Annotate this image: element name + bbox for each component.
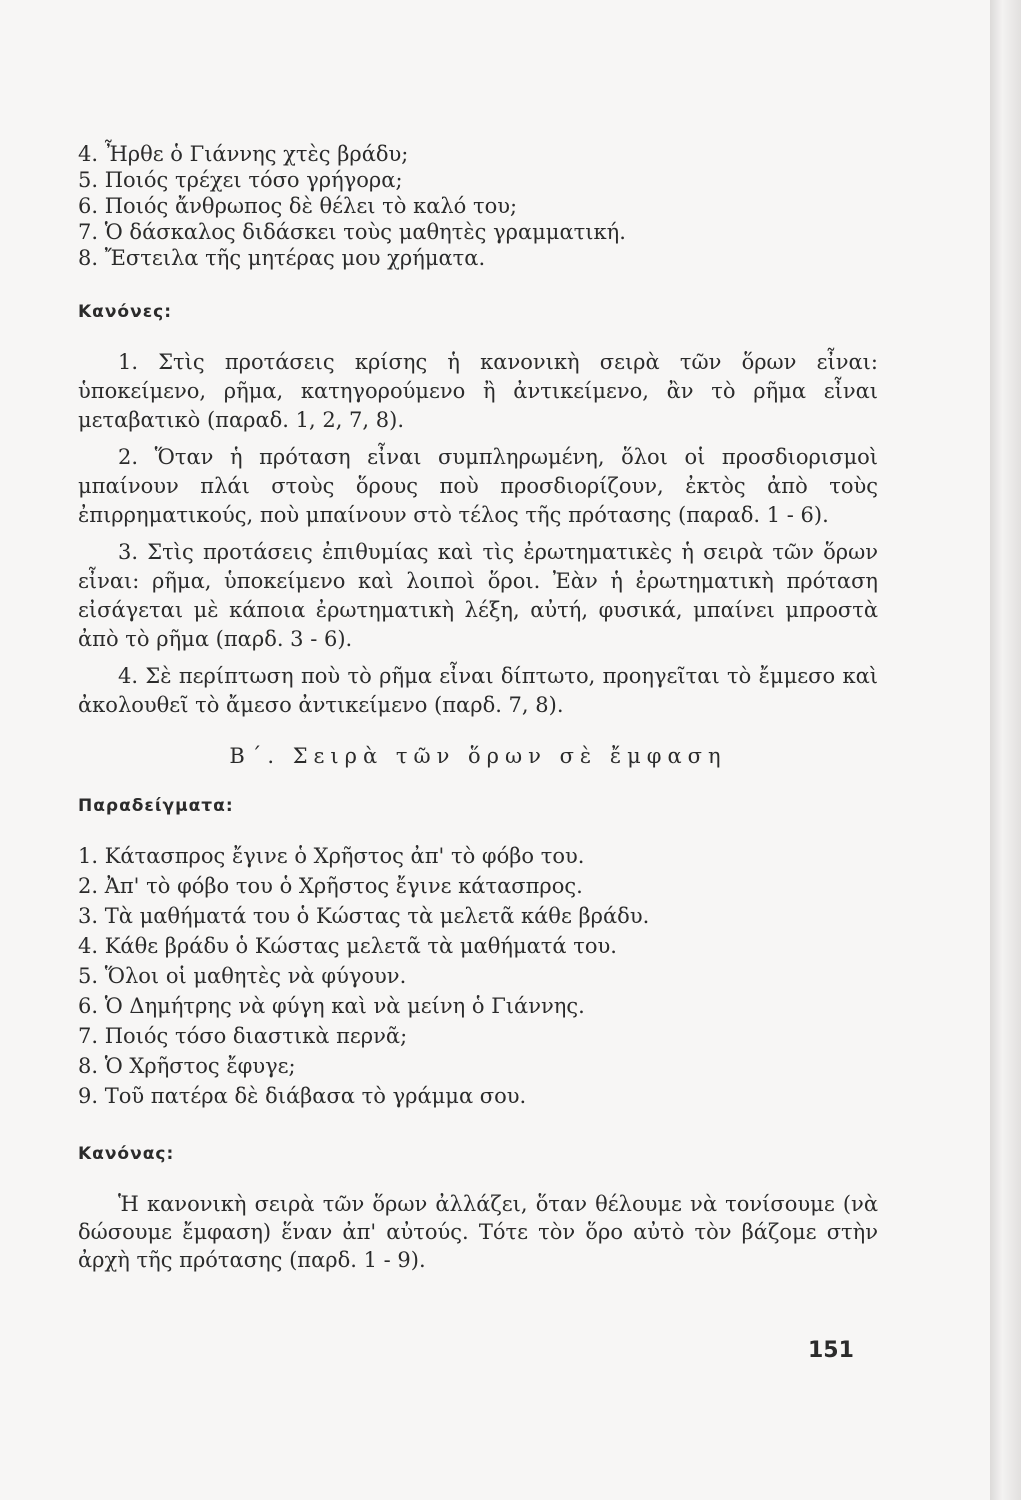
rule-paragraph: 2. Ὅταν ἡ πρόταση εἶναι συμπληρωμένη, ὅλοι οἱ προσδιορισμοὶ μπαίνουν πλάι στοὺς ὅρους ποὺ προσδιορίζουν, ἐκτὸς ἀπὸ τοὺς ἐπιρρηματικούς, ποὺ μπαίνουν στὸ τέλος τῆς πρότασης (παραδ. 1 - 6). — [78, 445, 878, 527]
rule-paragraph: 4. Σὲ περίπτωση ποὺ τὸ ρῆμα εἶναι δίπτωτο, προηγεῖται τὸ ἔμμεσο καὶ ἀκολουθεῖ τὸ ἄμεσο ἀντικείμενο (παρδ. 7, 8). — [78, 664, 878, 717]
page-content — [78, 140, 878, 1274]
list-item: 1. Κάτασπρος ἔγινε ὁ Χρῆστος ἀπ' τὸ φόβο του. — [78, 844, 585, 868]
section-title: Β΄. Σειρὰ τῶν ὅρων σὲ ἔμφαση — [229, 744, 727, 768]
rule-paragraph: 3. Στὶς προτάσεις ἐπιθυμίας καὶ τὶς ἐρωτηματικὲς ἡ σειρὰ τῶν ὅρων εἶναι: ρῆμα, ὑποκείμενο καὶ λοιποὶ ὅροι. Ἐὰν ἡ ἐρωτηματικὴ πρόταση εἰσάγεται μὲ κάποια ἐρωτηματικὴ λέξη, αὐτή, φυσικά, μπαίνει μπροστὰ ἀπὸ τὸ ρῆμα (παρδ. 3 - 6). — [78, 540, 878, 651]
list-item: 8. Ἔστειλα τῆς μητέρας μου χρήματα. — [78, 246, 486, 270]
example-list-continued — [78, 140, 878, 270]
list-item: 4. Ἦρθε ὁ Γιάννης χτὲς βράδυ; — [78, 142, 409, 166]
rules-heading: Κανόνες: — [78, 302, 173, 322]
list-item: 5. Ποιός τρέχει τόσο γρήγορα; — [78, 168, 403, 192]
list-item: 6. Ὁ Δημήτρης νὰ φύγη καὶ νὰ μείνη ὁ Γιάννης. — [78, 994, 585, 1018]
list-item: 2. Ἀπ' τὸ φόβο του ὁ Χρῆστος ἔγινε κάτασπρος. — [78, 874, 583, 898]
page-number: 151 — [808, 1338, 854, 1363]
rule-paragraph: Ἡ κανονικὴ σειρὰ τῶν ὅρων ἀλλάζει, ὅταν θέλουμε νὰ τονίσουμε (νὰ δώσουμε ἔμφαση) ἕναν ἀπ' αὐτούς. Τότε τὸν ὅρο αὐτὸ τὸν βάζομε στὴν ἀρχὴ τῆς πρότασης (παρδ. 1 - 9). — [78, 1192, 878, 1272]
list-item: 9. Τοῦ πατέρα δὲ διάβασα τὸ γράμμα σου. — [78, 1084, 527, 1108]
list-item: 5. Ὅλοι οἱ μαθητὲς νὰ φύγουν. — [78, 964, 407, 988]
list-item: 7. Ποιός τόσο διαστικὰ περνᾶ; — [78, 1024, 408, 1048]
examples-heading: Παραδείγματα: — [78, 796, 234, 816]
page-edge — [990, 0, 1021, 1500]
rule-paragraph: 1. Στὶς προτάσεις κρίσης ἡ κανονικὴ σειρὰ τῶν ὅρων εἶναι: ὑποκείμενο, ρῆμα, κατηγορούμενο ἢ ἀντικείμενο, ἂν τὸ ρῆμα εἶναι μεταβατικὸ (παραδ. 1, 2, 7, 8). — [78, 350, 878, 432]
list-item: 7. Ὁ δάσκαλος διδάσκει τοὺς μαθητὲς γραμματική. — [78, 220, 626, 244]
list-item: 6. Ποιός ἄνθρωπος δὲ θέλει τὸ καλό του; — [78, 194, 518, 218]
list-item: 4. Κάθε βράδυ ὁ Κώστας μελετᾶ τὰ μαθήματά του. — [78, 934, 617, 958]
example-list — [78, 842, 878, 1112]
rules-block — [78, 348, 878, 720]
list-item: 8. Ὁ Χρῆστος ἔφυγε; — [78, 1054, 296, 1078]
final-rule-block — [78, 1190, 878, 1274]
list-item: 3. Τὰ μαθήματά του ὁ Κώστας τὰ μελετᾶ κάθε βράδυ. — [78, 904, 650, 928]
rule-heading: Κανόνας: — [78, 1144, 175, 1164]
